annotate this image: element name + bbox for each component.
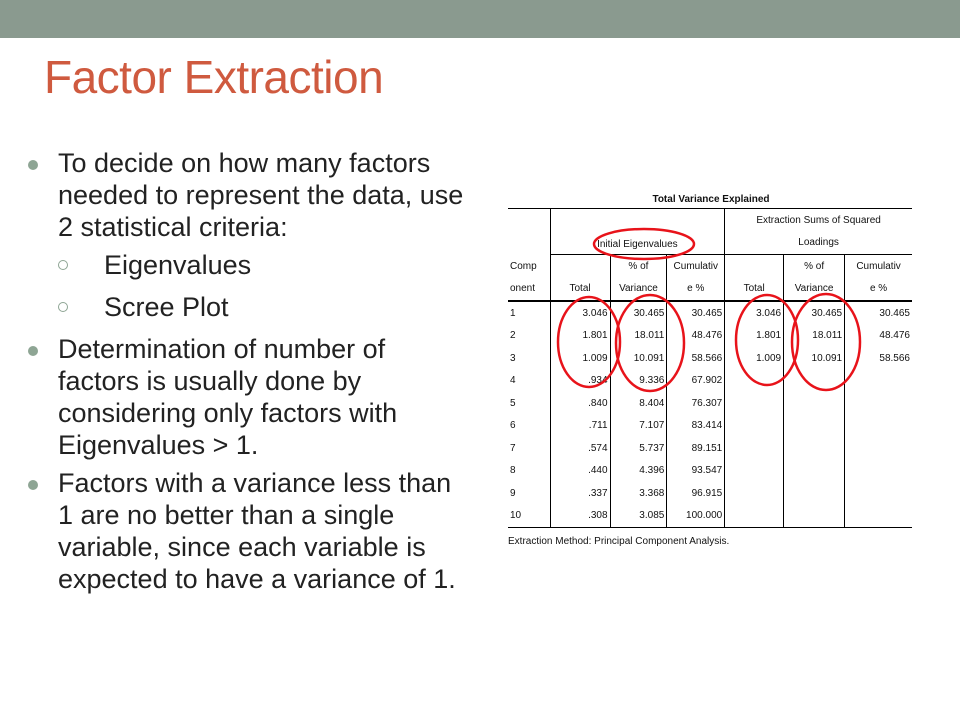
col-ext-pct-2: Variance	[784, 278, 845, 302]
component-cell: 3	[508, 347, 550, 370]
component-cell: 6	[508, 415, 550, 438]
pct-variance-cell: 30.465	[610, 301, 667, 325]
sub-bullet-eigenvalues: Eigenvalues	[24, 249, 464, 281]
extraction-pct-cell	[784, 415, 845, 438]
extraction-total-cell	[725, 370, 784, 393]
extraction-cumulative-cell	[845, 482, 912, 505]
table-row	[508, 460, 912, 483]
col-pct-1: % of	[610, 255, 667, 278]
total-cell: .308	[550, 505, 610, 528]
pct-variance-cell: 3.085	[610, 505, 667, 528]
extraction-cumulative-cell	[845, 437, 912, 460]
header-extraction-line1: Extraction Sums of Squared	[725, 209, 912, 232]
total-variance-table	[508, 208, 912, 528]
total-cell: .440	[588, 465, 608, 477]
extraction-pct-cell	[784, 460, 845, 483]
component-cell: 8	[508, 460, 550, 483]
col-pct-2: Variance	[610, 278, 667, 302]
extraction-cumulative-cell: 58.566	[845, 347, 912, 370]
header-initial-eigenvalues: Initial Eigenvalues	[550, 209, 725, 255]
component-cell: 2	[508, 325, 550, 348]
table-row	[508, 415, 912, 438]
table-row	[508, 370, 912, 393]
header-row-cols-2	[508, 278, 912, 302]
extraction-total-cell: 1.801	[756, 330, 782, 342]
total-cell: .574	[588, 442, 608, 454]
extraction-total-cell: 3.046	[756, 307, 782, 319]
pct-variance-cell: 8.404	[610, 392, 667, 415]
pct-variance-cell: 9.336	[610, 370, 667, 393]
component-cell: 7	[508, 437, 550, 460]
extraction-pct-cell	[784, 482, 845, 505]
pct-variance-cell: 10.091	[610, 347, 667, 370]
extraction-cumulative-cell	[845, 460, 912, 483]
total-cell: .934	[588, 375, 608, 387]
table-title: Total Variance Explained	[652, 194, 770, 205]
bullet-list	[24, 147, 464, 601]
slide-title: Factor Extraction	[44, 51, 384, 103]
extraction-cumulative-cell	[845, 392, 912, 415]
extraction-cumulative-cell: 48.476	[845, 325, 912, 348]
col-cum-2: e %	[667, 278, 725, 302]
col-total: Total	[569, 283, 591, 295]
extraction-pct-cell: 30.465	[784, 301, 845, 325]
component-cell: 4	[508, 370, 550, 393]
extraction-total-cell	[725, 460, 784, 483]
col-ext-cum-1: Cumulativ	[845, 255, 912, 278]
table-footnote: Extraction Method: Principal Component Analysis.	[508, 536, 730, 547]
extraction-cumulative-cell	[845, 505, 912, 528]
extraction-cumulative-cell	[845, 415, 912, 438]
col-cum-1: Cumulativ	[667, 255, 725, 278]
pct-variance-cell: 3.368	[610, 482, 667, 505]
extraction-pct-cell: 10.091	[784, 347, 845, 370]
extraction-pct-cell	[784, 392, 845, 415]
header-blank	[508, 209, 550, 255]
col-component-1: Comp	[508, 255, 550, 278]
extraction-total-cell	[725, 482, 784, 505]
cumulative-cell: 58.566	[667, 347, 725, 370]
table-row	[508, 301, 912, 325]
top-bar	[0, 0, 960, 38]
cumulative-cell: 96.915	[667, 482, 725, 505]
component-cell: 10	[508, 505, 550, 528]
table-row	[508, 505, 912, 528]
extraction-total-cell	[725, 505, 784, 528]
total-cell: 1.801	[582, 330, 608, 342]
total-cell: .337	[588, 487, 608, 499]
bullet-criteria: To decide on how many factors needed to represent the data, use 2 statistical criteria:	[24, 147, 464, 243]
table-row	[508, 392, 912, 415]
cumulative-cell: 83.414	[667, 415, 725, 438]
cumulative-cell: 100.000	[667, 505, 725, 528]
pct-variance-cell: 4.396	[610, 460, 667, 483]
col-ext-total: Total	[743, 283, 765, 295]
cumulative-cell: 30.465	[667, 301, 725, 325]
total-cell: 1.009	[582, 352, 608, 364]
variance-table-panel	[508, 192, 914, 547]
extraction-pct-cell	[784, 437, 845, 460]
pct-variance-cell: 18.011	[610, 325, 667, 348]
sub-bullet-scree-plot: Scree Plot	[24, 291, 464, 323]
extraction-pct-cell	[784, 505, 845, 528]
bullet-variance: Factors with a variance less than 1 are no better than a single variable, since each variable is expected to have a variance of 1.	[24, 467, 464, 595]
table-row	[508, 437, 912, 460]
extraction-total-cell	[725, 392, 784, 415]
header-row-groups	[508, 209, 912, 232]
extraction-total-cell: 1.009	[756, 352, 782, 364]
pct-variance-cell: 7.107	[610, 415, 667, 438]
col-component-2: onent	[508, 278, 550, 302]
extraction-cumulative-cell	[845, 370, 912, 393]
table-row	[508, 482, 912, 505]
extraction-pct-cell	[784, 370, 845, 393]
component-cell: 9	[508, 482, 550, 505]
cumulative-cell: 93.547	[667, 460, 725, 483]
table-row	[508, 347, 912, 370]
cumulative-cell: 48.476	[667, 325, 725, 348]
cumulative-cell: 89.151	[667, 437, 725, 460]
col-ext-pct-1: % of	[784, 255, 845, 278]
pct-variance-cell: 5.737	[610, 437, 667, 460]
total-cell: 3.046	[582, 307, 608, 319]
total-cell: .711	[588, 420, 608, 432]
component-cell: 1	[508, 301, 550, 325]
table-row	[508, 325, 912, 348]
total-cell: .840	[588, 397, 608, 409]
extraction-total-cell	[725, 437, 784, 460]
extraction-total-cell	[725, 415, 784, 438]
bullet-determination: Determination of number of factors is usually done by considering only factors with Eigenvalues > 1.	[24, 333, 464, 461]
component-cell: 5	[508, 392, 550, 415]
cumulative-cell: 67.902	[667, 370, 725, 393]
cumulative-cell: 76.307	[667, 392, 725, 415]
header-extraction-line2: Loadings	[725, 232, 912, 255]
extraction-pct-cell: 18.011	[784, 325, 845, 348]
header-row-cols-1	[508, 255, 912, 278]
extraction-cumulative-cell: 30.465	[845, 301, 912, 325]
col-ext-cum-2: e %	[845, 278, 912, 302]
